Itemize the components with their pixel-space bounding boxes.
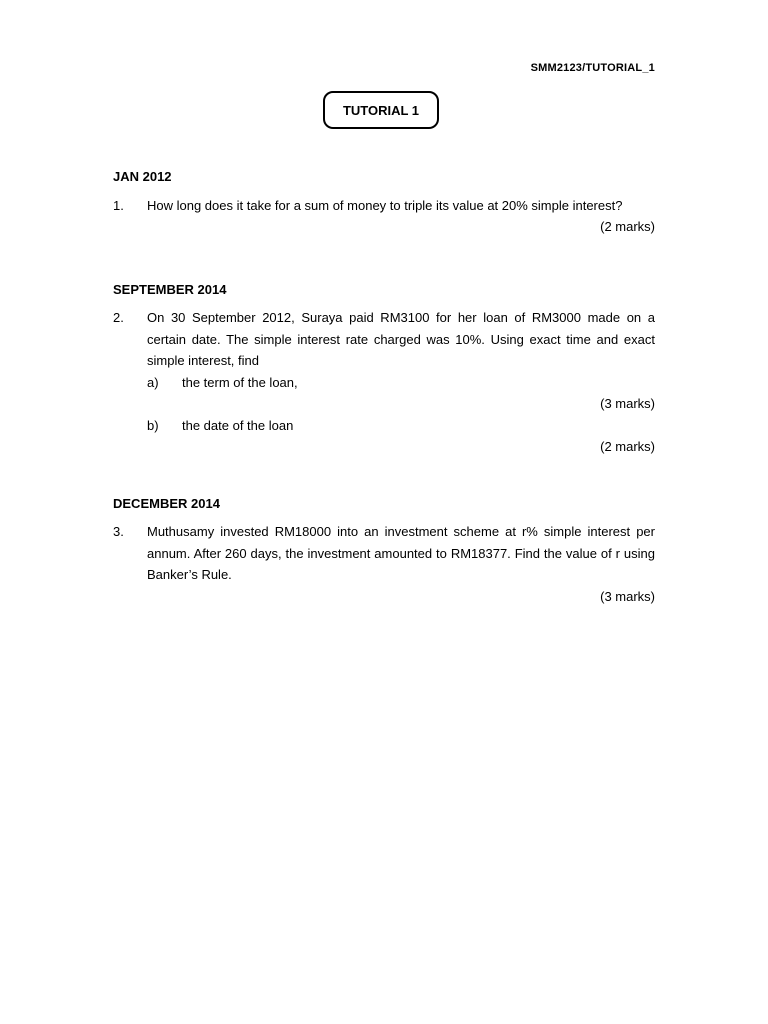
part-marks: (2 marks) (600, 439, 655, 454)
question-marks: (2 marks) (600, 219, 655, 234)
part-text: the term of the loan, (182, 374, 298, 390)
part-text: the date of the loan (182, 417, 294, 433)
question-text: Muthusamy invested RM18000 into an investment scheme at r% simple interest per annum. After 260 days, the investment amounted to RM18377. Find the value of r using Banker’s Rule. (147, 524, 655, 582)
question-text: On 30 September 2012, Suraya paid RM3100 for her loan of RM3000 made on a certain date. The simple interest rate charged was 10%. Using exact time and exact simple interest, find (147, 310, 655, 368)
question-marks: (3 marks) (600, 588, 655, 604)
section-heading: SEPTEMBER 2014 (113, 281, 227, 297)
question-number: 2. (113, 310, 124, 325)
question-text: How long does it take for a sum of money to triple its value at 20% simple interest? (147, 197, 623, 213)
section-jan-2012 (113, 166, 655, 238)
section-december-2014 (113, 493, 655, 608)
question-3 (113, 521, 655, 586)
question-1 (113, 195, 655, 217)
section-september-2014 (113, 279, 655, 458)
document-code: SMM2123/TUTORIAL_1 (530, 62, 655, 74)
question-2 (113, 307, 655, 372)
tutorial-title-box (323, 91, 439, 129)
part-label: b) (147, 417, 159, 433)
tutorial-content (113, 166, 655, 607)
section-heading: DECEMBER 2014 (113, 495, 220, 511)
part-marks: (3 marks) (600, 396, 655, 411)
tutorial-title: TUTORIAL 1 (342, 102, 420, 118)
question-part-a (147, 372, 655, 394)
question-part-b (147, 415, 655, 437)
question-number: 1. (113, 197, 124, 213)
section-heading: JAN 2012 (113, 169, 172, 184)
question-number: 3. (113, 524, 124, 539)
part-label: a) (147, 374, 159, 390)
